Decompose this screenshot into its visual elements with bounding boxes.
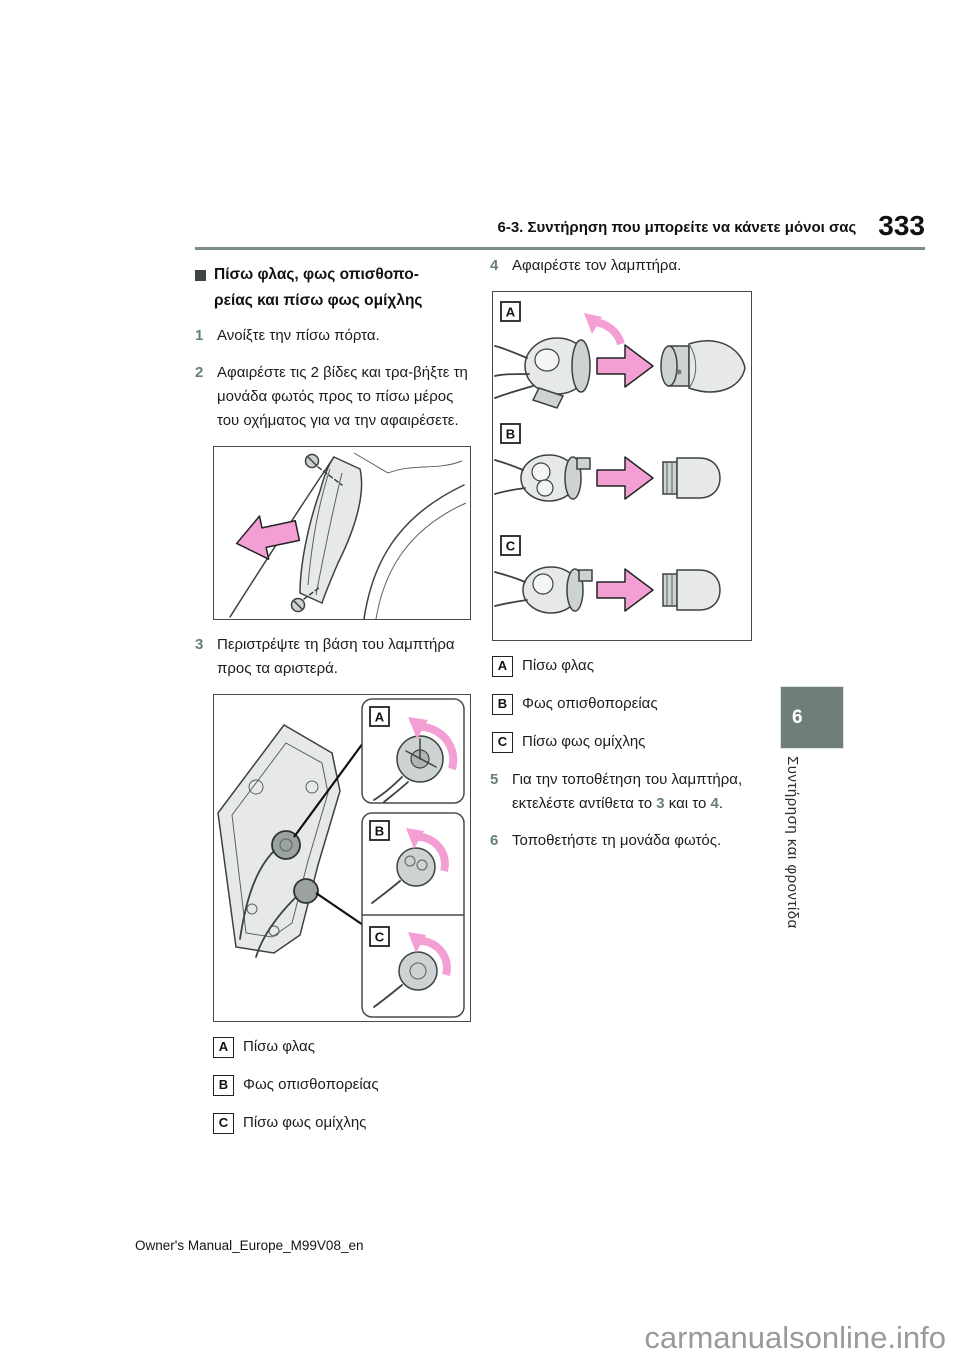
legend-label: Πίσω φλας xyxy=(522,657,594,674)
step-5 xyxy=(490,768,764,816)
svg-text:B: B xyxy=(374,823,385,839)
legend-key-box: B xyxy=(492,694,513,715)
bulb-row-B xyxy=(495,424,720,501)
section-heading xyxy=(195,262,473,314)
step-2 xyxy=(195,361,473,433)
legend-key-box: C xyxy=(492,732,513,753)
step-number: 5 xyxy=(490,771,499,788)
legend-label: Πίσω φως ομίχλης xyxy=(243,1114,367,1131)
bulb-row-C xyxy=(495,536,720,613)
step-text: Αφαιρέστε τον λαμπτήρα. xyxy=(512,257,682,274)
step-number: 2 xyxy=(195,364,204,381)
legend-label: Πίσω φλας xyxy=(243,1038,315,1055)
legend-key-box: B xyxy=(213,1075,234,1096)
step5-text-mid: και το xyxy=(664,795,711,812)
step5-text-after: . xyxy=(718,795,724,812)
step-text: Περιστρέψτε τη βάση του λαμπτήρα προς τα αριστερά. xyxy=(217,636,455,677)
figure-bulb-base-rotation xyxy=(213,694,471,1022)
legend-key-box: A xyxy=(213,1037,234,1058)
bulb-legend xyxy=(213,1035,473,1135)
step5-text-before: Για την τοποθέτηση του λαμπτήρα, εκτελέστε αντίθετα το xyxy=(512,771,743,812)
heading-line-1: Πίσω φλας, φως οπισθοπο- xyxy=(214,266,419,283)
step-6 xyxy=(490,829,764,853)
frame-detail xyxy=(354,453,462,473)
pull-arrow-icon xyxy=(597,457,653,499)
bulb-base-rotation-illustration xyxy=(214,695,470,1021)
legend-label: Φως οπισθοπορείας xyxy=(243,1076,379,1093)
heading-text xyxy=(214,262,422,314)
body-line xyxy=(364,485,464,619)
square-bullet-icon xyxy=(195,270,206,281)
svg-text:C: C xyxy=(374,929,385,945)
step-text: Ανοίξτε την πίσω πόρτα. xyxy=(217,327,380,344)
step-number: 1 xyxy=(195,327,204,344)
rotation-arrow-icon xyxy=(593,322,621,344)
figure-tail-light-removal xyxy=(213,446,471,620)
legend-item xyxy=(492,692,764,716)
callout-leader xyxy=(316,893,366,927)
step-number: 3 xyxy=(195,636,204,653)
chapter-label-vertical: Συντήρηση και φροντίδα xyxy=(784,756,801,929)
step-3 xyxy=(195,633,473,681)
section-title: 6-3. Συντήρηση που μπορείτε να κάνετε μόνοι σας xyxy=(497,219,857,236)
legend-key-box: C xyxy=(213,1113,234,1134)
body-line xyxy=(376,503,466,619)
pull-arrow-icon xyxy=(597,569,653,611)
step-reference: 3 xyxy=(656,795,665,812)
legend-key-box: A xyxy=(492,656,513,677)
svg-text:C: C xyxy=(505,538,516,554)
step-text: Αφαιρέστε τις 2 βίδες και τρα-βήξτε τη μονάδα φωτός προς το πίσω μέρος του οχήματος για να την αφαιρέσετε. xyxy=(217,364,468,429)
legend-item xyxy=(213,1111,473,1135)
step-1 xyxy=(195,324,473,348)
tail-light-removal-illustration xyxy=(214,447,470,619)
bulb-row-A xyxy=(495,302,745,408)
step-text: Τοποθετήστε τη μονάδα φωτός. xyxy=(512,832,722,849)
legend-label: Πίσω φως ομίχλης xyxy=(522,733,646,750)
svg-text:B: B xyxy=(505,426,516,442)
watermark: carmanualsonline.info xyxy=(644,1320,946,1355)
right-column xyxy=(490,258,764,866)
step-reference: 4 xyxy=(710,795,719,812)
bulb-icon xyxy=(661,341,745,392)
tail-light-unit xyxy=(300,457,362,603)
removal-arrow-icon xyxy=(232,509,302,565)
svg-text:A: A xyxy=(505,304,516,320)
legend-item xyxy=(492,730,764,754)
chapter-tab xyxy=(781,687,843,748)
legend-label: Φως οπισθοπορείας xyxy=(522,695,658,712)
legend-item xyxy=(213,1073,473,1097)
pull-arrow-icon xyxy=(597,345,653,387)
header-rule xyxy=(195,247,925,250)
page-header xyxy=(195,212,925,240)
bulb-icon xyxy=(663,458,720,498)
heading-line-2: ρείας και πίσω φως ομίχλης xyxy=(214,292,423,309)
step-number: 4 xyxy=(490,257,499,274)
bulb-legend xyxy=(492,654,764,754)
step-4 xyxy=(490,254,764,278)
svg-text:A: A xyxy=(374,709,385,725)
legend-item xyxy=(213,1035,473,1059)
chapter-tab-number: 6 xyxy=(792,706,803,728)
bulb-icon xyxy=(663,570,720,610)
page-number: 333 xyxy=(878,210,925,241)
step-number: 6 xyxy=(490,832,499,849)
figure-bulb-removal xyxy=(492,291,752,641)
bulb-removal-illustration xyxy=(493,292,751,640)
footer-text: Owner's Manual_Europe_M99V08_en xyxy=(135,1238,364,1253)
legend-item xyxy=(492,654,764,678)
step-text xyxy=(512,768,764,816)
callout-A xyxy=(362,699,464,803)
left-column xyxy=(195,258,473,1149)
